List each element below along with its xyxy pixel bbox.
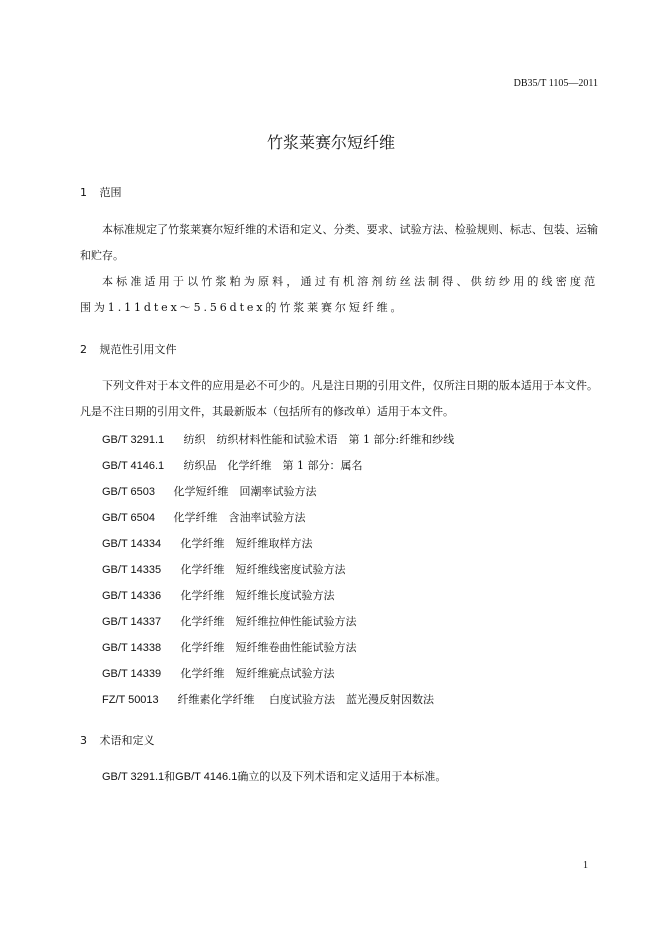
reference-title: 化学纤维 含油率试验方法: [173, 511, 306, 524]
section-title: 范围: [99, 186, 122, 199]
reference-item: [102, 613, 357, 629]
reference-code: GB/T 14336: [102, 590, 162, 602]
reference-item: [102, 587, 335, 603]
reference-title: 化学纤维 短纤维卷曲性能试验方法: [180, 641, 357, 654]
reference-item: [102, 665, 335, 681]
reference-title: 化学纤维 短纤维取样方法: [180, 537, 313, 550]
reference-code: GB/T 14338: [102, 642, 162, 654]
reference-code: GB/T 6503: [102, 486, 155, 498]
reference-title: 纺织品 化学纤维 第 1 部分：属名: [183, 459, 363, 472]
section-number: 3: [80, 734, 87, 747]
reference-code: GB/T 14334: [102, 538, 162, 550]
reference-title: 纤维素化学纤维 白度试验方法 蓝光漫反射因数法: [177, 693, 434, 706]
section-3-heading: [80, 732, 155, 748]
standard-code: DB35/T 1105—2011: [513, 78, 598, 89]
reference-code: GB/T 6504: [102, 512, 155, 524]
section-2-heading: [80, 341, 177, 357]
reference-item: [102, 509, 306, 525]
reference-code: GB/T 14337: [102, 616, 162, 628]
reference-code: GB/T 14335: [102, 564, 162, 576]
reference-item: [102, 561, 346, 577]
terms-paragraph: [102, 768, 446, 784]
reference-code: GB/T 4146.1: [175, 771, 238, 783]
reference-title: 化学纤维 短纤维长度试验方法: [180, 589, 335, 602]
reference-item: [102, 691, 434, 707]
reference-title: 化学纤维 短纤维线密度试验方法: [180, 563, 346, 576]
section-title: 规范性引用文件: [99, 343, 177, 356]
conjunction: 和: [164, 770, 176, 783]
section-1-heading: [80, 184, 122, 200]
scope-paragraph-1: 本标准规定了竹浆莱赛尔短纤维的术语和定义、分类、要求、试验方法、检验规则、标志、包装、运输和贮存。: [80, 223, 598, 262]
reference-code: GB/T 3291.1: [102, 771, 165, 783]
terms-text: 确立的以及下列术语和定义适用于本标准。: [237, 770, 447, 783]
reference-title: 化学纤维 短纤维疵点试验方法: [180, 667, 335, 680]
normative-references-intro: 下列文件对于本文件的应用是必不可少的。凡是注日期的引用文件，仅所注日期的版本适用于本文件。凡是不注日期的引用文件，其最新版本（包括所有的修改单）适用于本文件。: [80, 379, 598, 418]
scope-paragraph-2: 本标准适用于以竹浆粕为原料，通过有机溶剂纺丝法制得、供纺纱用的线密度范围为1.11dtex～5.56dtex的竹浆莱赛尔短纤维。: [80, 275, 598, 314]
reference-item: [102, 639, 357, 655]
section-number: 2: [80, 343, 87, 356]
reference-code: FZ/T 50013: [102, 694, 159, 706]
section-number: 1: [80, 186, 87, 199]
section-title: 术语和定义: [99, 734, 155, 747]
reference-title: 化学短纤维 回潮率试验方法: [173, 485, 317, 498]
reference-title: 纺织 纺织材料性能和试验术语 第 1 部分:纤维和纱线: [183, 433, 455, 446]
page-number: 1: [583, 860, 588, 871]
reference-item: [102, 535, 313, 551]
reference-item: [102, 483, 317, 499]
reference-code: GB/T 14339: [102, 668, 162, 680]
reference-code: GB/T 4146.1: [102, 460, 165, 472]
reference-code: GB/T 3291.1: [102, 434, 165, 446]
reference-item: [102, 431, 454, 447]
reference-title: 化学纤维 短纤维拉伸性能试验方法: [180, 615, 357, 628]
document-title: 竹浆莱赛尔短纤维: [266, 133, 395, 152]
reference-item: [102, 457, 363, 473]
